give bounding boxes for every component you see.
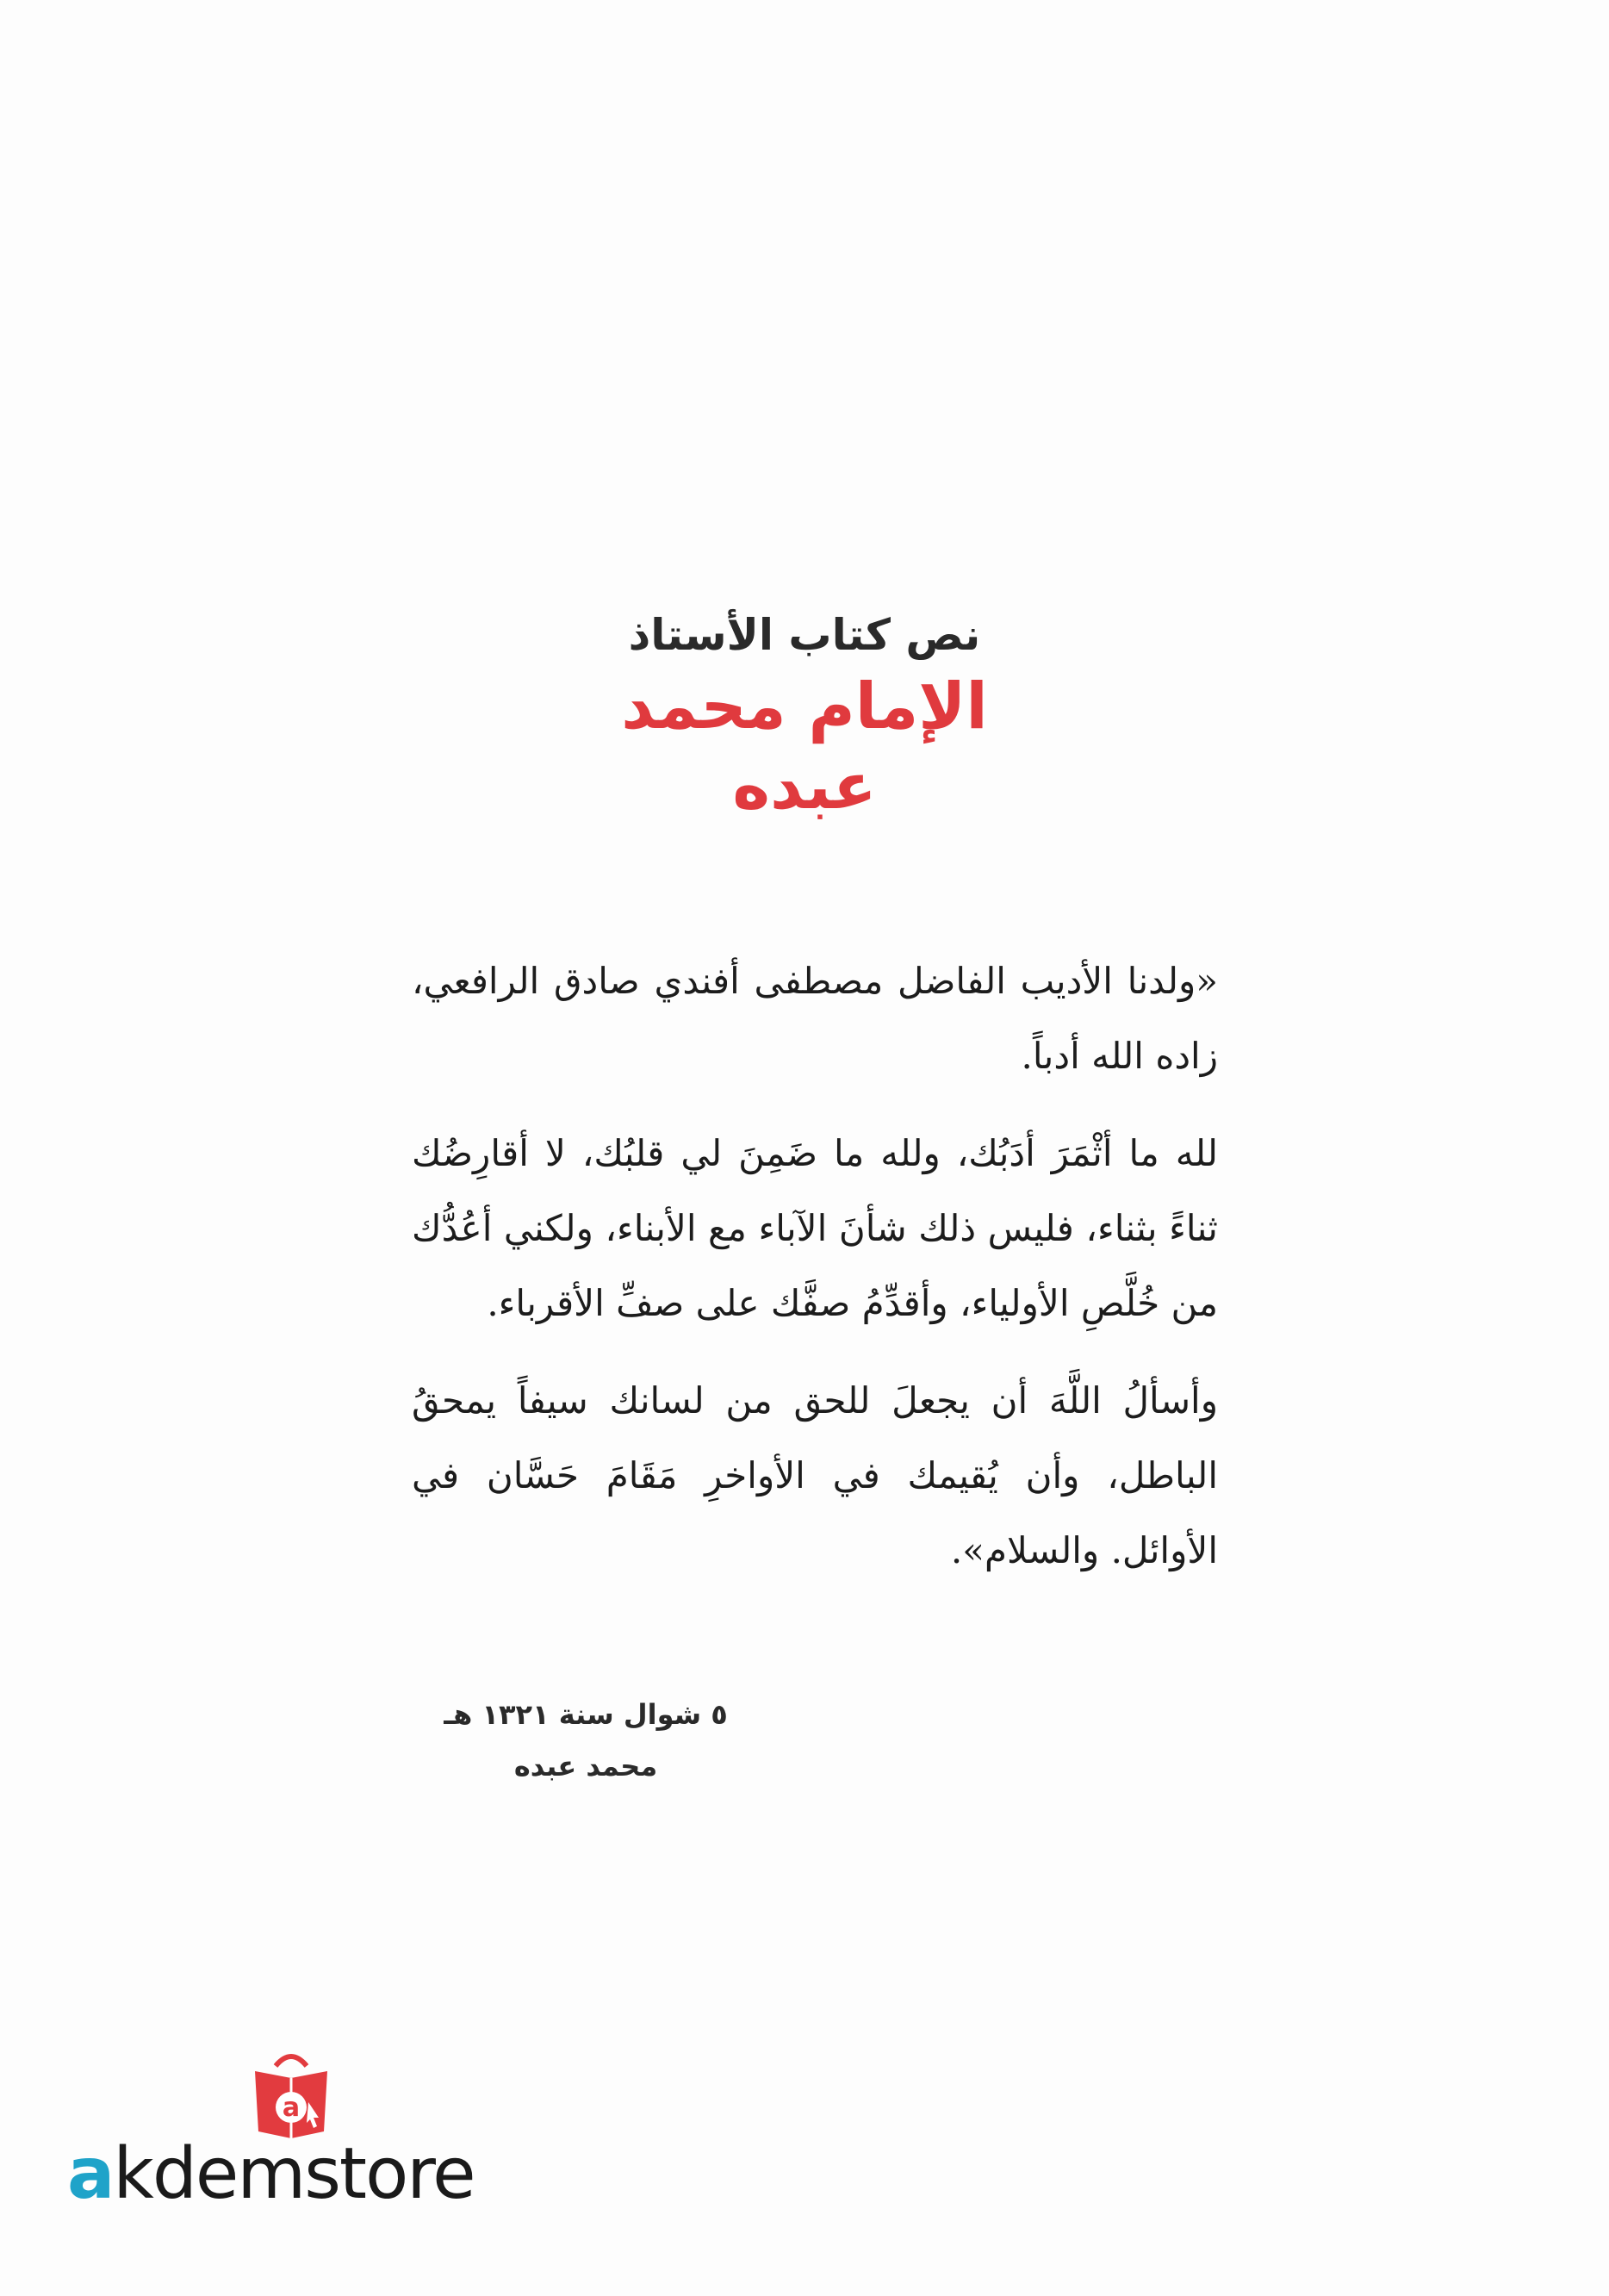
store-logo-text [67,2133,475,2215]
logo-text-a: a [67,2133,114,2215]
heading-title: نص كتاب الأستاذ [628,610,981,660]
letter-body [412,943,1218,1610]
heading-block [546,607,1063,826]
svg-text:a: a [282,2093,301,2123]
signature-date: ٥ شوال سنة ١٣٢١ هـ [444,1698,728,1731]
letter-paragraph: «ولدنا الأديب الفاضل مصطفى أفندي صادق الرافعي، زاده الله أدباً. [412,960,1218,1077]
store-logo[interactable] [67,2049,532,2221]
bag-book-icon [239,2049,343,2144]
signature-name: محمد عبده [513,1750,658,1783]
signature-block [413,1689,758,1792]
heading-name: الإمام محمد عبده [621,669,988,824]
logo-text-rest: kdemstore [113,2133,475,2215]
letter-paragraph: وأسألُ اللَّهَ أن يجعلَ للحق من لسانك سيفاً يمحقُ الباطل، وأن يُقيمك في الأواخرِ مَقَامَ حَسَّان في الأوائل. والسلام». [412,1379,1218,1571]
letter-paragraph: لله ما أثْمَرَ أدَبُك، ولله ما ضَمِنَ لي قلبُك، لا أقارِضُك ثناءً بثناء، فليس ذلك شأنَ الآباء مع الأبناء، ولكني أعُدُّك من خُلَّصِ الأولياء، وأقدِّمُ صفَّك على صفِّ الأقرباء. [412,1132,1218,1324]
